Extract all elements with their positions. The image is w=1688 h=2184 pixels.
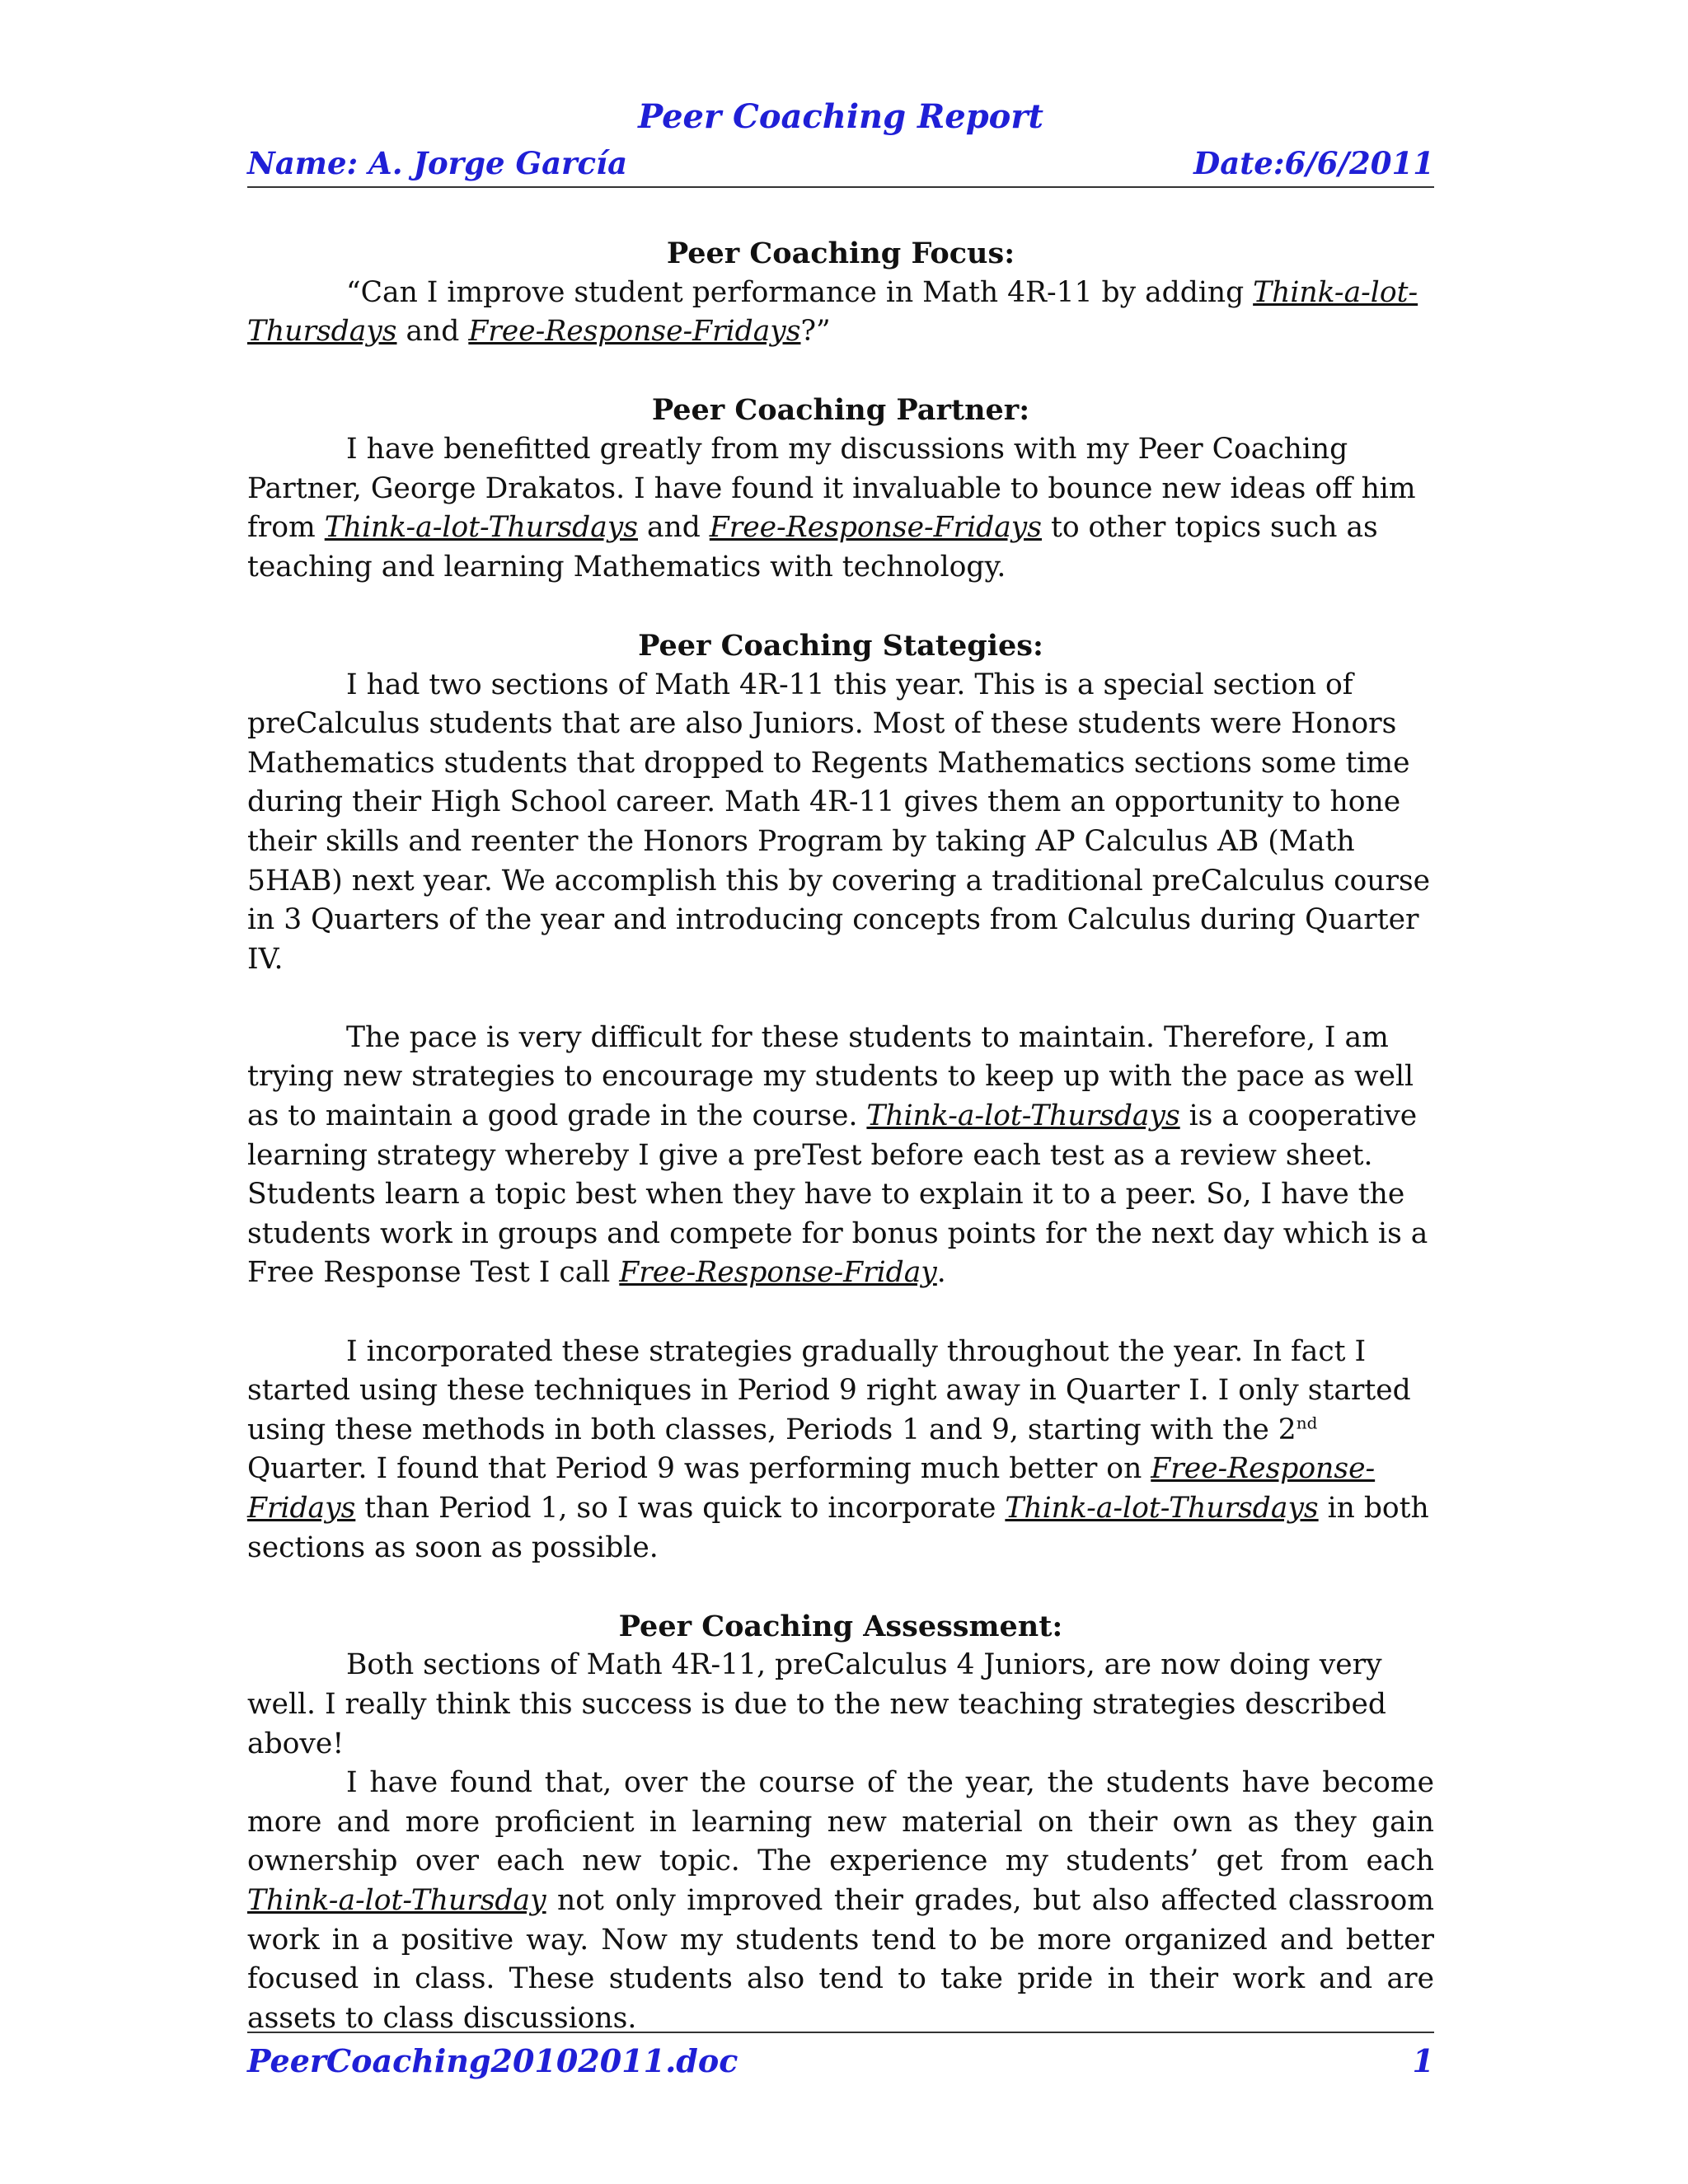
text-run: to other topics such as teaching and learning Mathematics with technology. xyxy=(247,511,1378,583)
emphasis-term: Free-Response-Fridays xyxy=(468,315,801,349)
assessment-paragraph-1: Both sections of Math 4R-11, preCalculus 4 Juniors, are now doing very well. I really think this success is due to the new teaching strategies described above! xyxy=(247,1648,1386,1760)
footer-divider xyxy=(247,2032,1434,2033)
text-run: The pace is very difficult for these students to maintain. Therefore, I am trying new strategies to encourage my students to keep up with the pace as well as to maintain a good grade in the course. xyxy=(247,1020,1414,1133)
text-run: Quarter. I found that Period 9 was performing much better on xyxy=(247,1452,1151,1486)
emphasis-term: Think-a-lot-Thursdays xyxy=(324,511,638,545)
focus-heading: Peer Coaching Focus: xyxy=(666,237,1015,270)
strategies-paragraph-1: I had two sections of Math 4R-11 this year. This is a special section of preCalculus students that are also Juniors. Most of these students were Honors Mathematics students that dropped to Regents Mathematics sections some time during their High School career. Math 4R-11 gives them an opportunity to hone their skills and reenter the Honors Program by taking AP Calculus AB (Math 5HAB) next year. We accomplish this by covering a traditional preCalculus course in 3 Quarters of the year and introducing concepts from Calculus during Quarter IV. xyxy=(247,668,1431,976)
ordinal-suffix: nd xyxy=(1296,1413,1318,1433)
partner-paragraph xyxy=(247,430,1434,587)
strategies-paragraph-2 xyxy=(247,1019,1434,1293)
text-run: I have found that, over the course of the year, the students have become more and more proficient in learning new material on their own as they gain ownership over each new topic. The experience my students’ get from each xyxy=(247,1766,1434,1878)
strategies-paragraph-3 xyxy=(247,1333,1434,1568)
partner-heading: Peer Coaching Partner: xyxy=(651,393,1030,428)
text-run: I incorporated these strategies gradually throughout the year. In fact I started using these techniques in Period 9 right away in Quarter I. I only started using these methods in both classes, Periods 1 and 9, starting with the 2 xyxy=(247,1334,1411,1446)
text-run: I have benefitted greatly from my discussions with my Peer Coaching Partner, George Drakatos. I have found it invaluable to bounce new ideas off him from xyxy=(247,432,1416,545)
text-run: than Period 1, so I was quick to incorporate xyxy=(355,1492,1006,1525)
emphasis-term: Free-Response-Fridays xyxy=(709,511,1042,545)
footer-filename: PeerCoaching20102011.doc xyxy=(247,2042,738,2079)
header-row xyxy=(247,145,1434,188)
document-body xyxy=(247,234,1434,2038)
focus-paragraph xyxy=(247,274,1434,352)
text-run: and xyxy=(396,315,469,349)
assessment-heading: Peer Coaching Assessment: xyxy=(618,1609,1063,1643)
text-run: “Can I improve student performance in Math 4R-11 by adding xyxy=(346,275,1254,309)
emphasis-term: Think-a-lot-Thursday xyxy=(247,1883,546,1917)
text-run: and xyxy=(637,511,710,545)
report-title: Peer Coaching Report xyxy=(638,97,1043,136)
emphasis-term: Think-a-lot-Thursdays xyxy=(247,275,1418,349)
text-run: not only improved their grades, but also affected classroom work in a positive way. Now my students tend to be more organized and better focused in class. These students also tend to take pride in their work and are assets to class discussions. xyxy=(247,1883,1434,2035)
assessment-paragraph-2 xyxy=(247,1764,1434,2038)
report-date: Date:6/6/2011 xyxy=(1193,145,1434,181)
author-name: Name: A. Jorge García xyxy=(247,145,628,181)
emphasis-term: Think-a-lot-Thursdays xyxy=(1005,1492,1319,1525)
emphasis-term: Free-Response-Fridays xyxy=(247,1452,1376,1525)
emphasis-term: Think-a-lot-Thursdays xyxy=(866,1099,1180,1133)
text-run: ?” xyxy=(800,315,831,349)
text-run: is a cooperative learning strategy whereby I give a preTest before each test as a review sheet. Students learn a topic best when they have to explain it to a peer. So, I have the students work in groups and compete for bonus points for the next day which is a Free Response Test I call xyxy=(247,1099,1428,1290)
emphasis-term: Free-Response-Friday xyxy=(619,1256,937,1290)
footer-page-number: 1 xyxy=(1412,2042,1434,2079)
text-run: . xyxy=(936,1256,946,1290)
text-run: in both sections as soon as possible. xyxy=(247,1492,1429,1564)
strategies-heading: Peer Coaching Stategies: xyxy=(638,628,1043,663)
